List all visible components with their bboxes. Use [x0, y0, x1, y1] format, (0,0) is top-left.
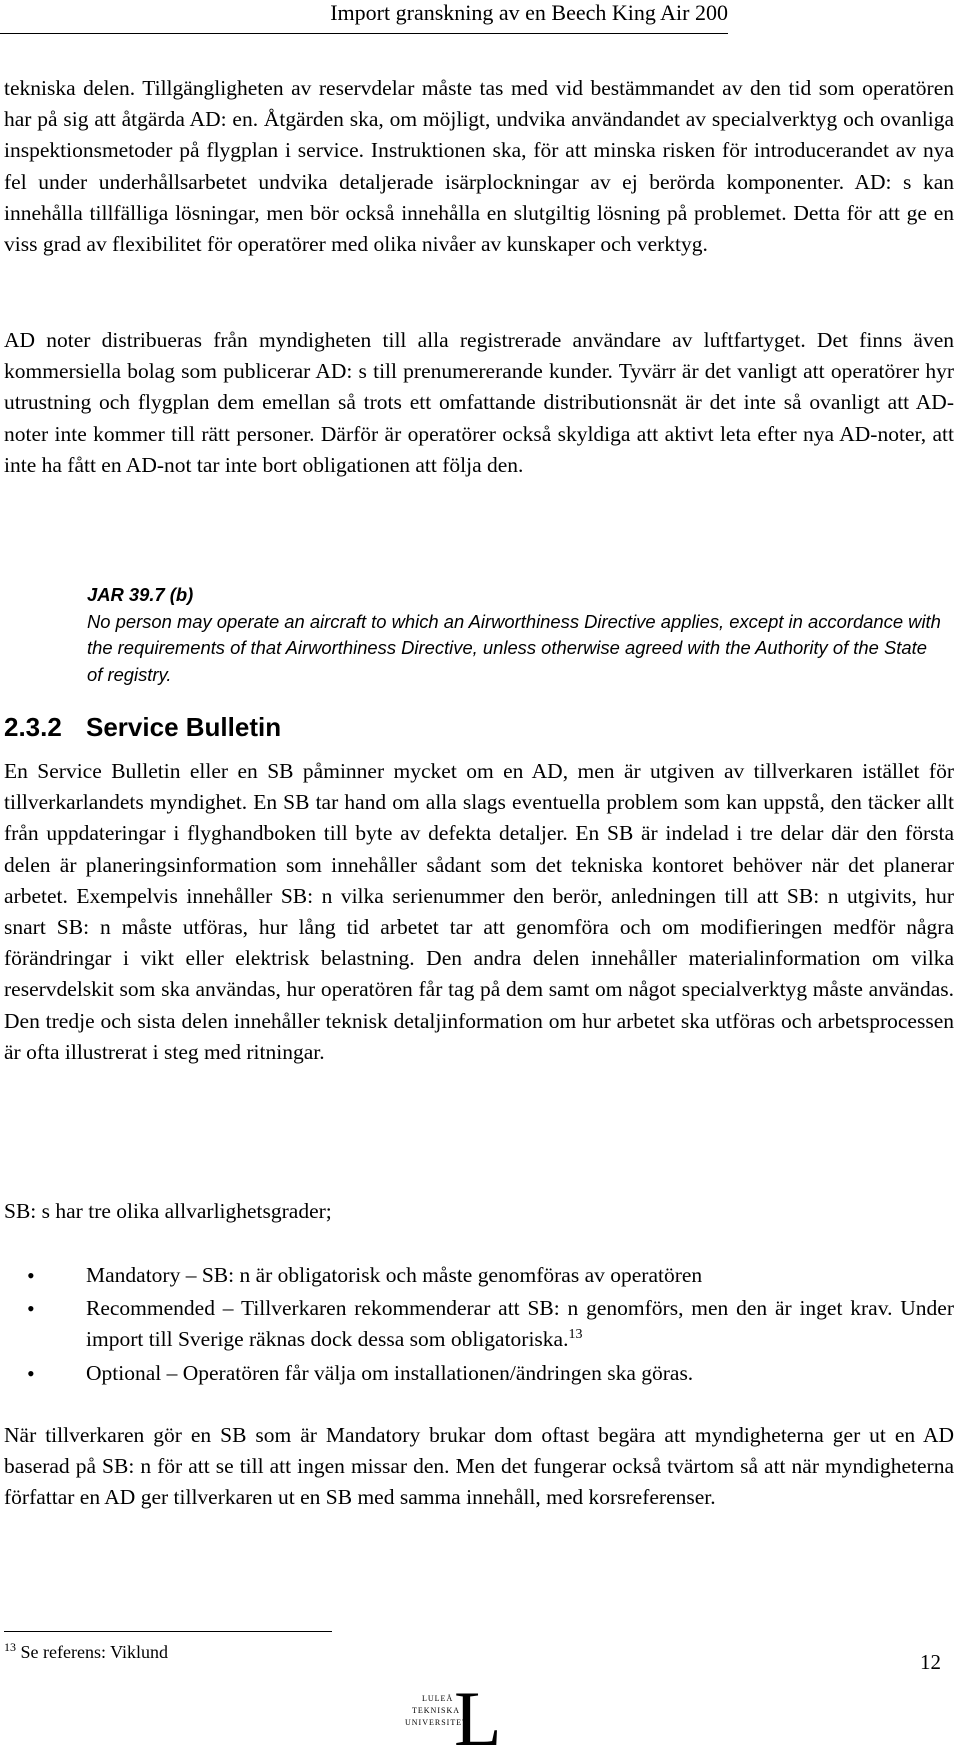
logo-letter: L [454, 1675, 502, 1750]
page-number: 12 [920, 1650, 941, 1674]
paragraph-ad-distribution: AD noter distribueras från myndigheten till alla registrerade användare av luftfartyget. Det finns även kommersiella bolag som publicerar AD: s till prenumererande kunder. Tyvärr är det vanligt att operatörer hyr utrustning och flygplan dem emellan så trots ett omfattande distributionsnät är det inte så ovanligt att AD-noter inte kommer till rätt personer. Därför är operatörer också skyldiga att aktivt leta efter nya AD-noter, att inte ha fått en AD-not tar inte bort obligationen att följa den. [4, 328, 954, 477]
paragraph-service-bulletin: En Service Bulletin eller en SB påminner mycket om en AD, men är utgiven av tillverkaren istället för tillverkarlandets myndighet. En SB tar hand om alla slags eventuella problem som kan uppstå, den täcker allt från uppdateringar i flyghandboken till byte av defekta detaljer. En SB är indelad i tre delar där den första delen är planeringsinformation som innehåller sådant som det tekniska kontoret behöver när det planerar arbetet. Exempelvis innehåller SB: n vilka serienummer den berör, anledningen till att SB: n utgivits, hur snart SB: n måste utföras, hur lång tid arbetet tar att genomföra och om modifieringen medför några förändringar i vikt eller elektrisk belastning. Den andra delen innehåller materialinformation om vilka reservdelskit som ska användas, hur operatören får tag på dem samt om något specialverktyg måste användas. Den tredje och sista delen innehåller teknisk detaljinformation om hur arbetet ska utföras och arbetsprocessen är ofta illustrerat i steg med ritningar. [4, 759, 954, 1064]
regulation-quote [87, 582, 947, 688]
list-item [0, 1293, 954, 1355]
section-heading [4, 712, 281, 742]
footnote [4, 1640, 168, 1664]
footnote-divider [4, 1631, 332, 1632]
footnote-text: Se referens: Viklund [20, 1642, 169, 1662]
paragraph-mandatory-ad: När tillverkaren gör en SB som är Mandatory brukar dom oftast begära att myndigheterna ger ut en AD baserad på SB: n för att se till att ingen missar den. Men det fungerar också tvärtom så att när myndigheterna författar en AD ger tillverkaren ut en SB med samma innehåll, med korsreferenser. [4, 1423, 954, 1510]
list-item-text: Mandatory – SB: n är obligatorisk och måste genomföras av operatören [86, 1263, 703, 1287]
university-logo [400, 1665, 520, 1750]
quote-title: JAR 39.7 (b) [87, 584, 194, 605]
logo-line-3: UNIVERSITET [405, 1718, 468, 1727]
bullet-icon: • [27, 1360, 35, 1386]
header-divider [0, 33, 728, 34]
footnote-reference[interactable]: 13 [568, 1327, 583, 1343]
list-item-text: Recommended – Tillverkaren rekommenderar att SB: n genomförs, men den är inget krav. Under import till Sverige räknas dock dessa som obligatoriska. [86, 1296, 954, 1352]
running-header: Import granskning av en Beech King Air 200 [330, 0, 728, 25]
bullet-icon: • [27, 1263, 35, 1288]
footnote-number: 13 [4, 1640, 16, 1654]
bullet-icon: • [27, 1296, 35, 1322]
section-title: Service Bulletin [86, 712, 282, 742]
logo-line-1: LULEÅ [422, 1694, 454, 1703]
list-item-text: Optional – Operatören får välja om installationen/ändringen ska göras. [86, 1360, 694, 1385]
severity-list [0, 1260, 954, 1391]
paragraph-severity-intro: SB: s har tre olika allvarlighetsgrader; [4, 1199, 332, 1223]
logo-line-2: TEKNISKA [412, 1706, 460, 1715]
paragraph-ad-technical: tekniska delen. Tillgängligheten av reservdelar måste tas med vid bestämmandet av den tid som operatören har på sig att åtgärda AD: en. Åtgärden ska, om möjligt, undvika användandet av specialverktyg och ovanliga inspektionsmetoder på flygplan i service. Instruktionen ska, för att minska risken för introducerandet av nya fel under underhållsarbetet undvika detaljerade isärplockningar av ej berörda komponenter. AD: s kan innehålla tillfälliga lösningar, men bör också innehålla en slutgiltig lösning på problemet. Detta för att ge en viss grad av flexibilitet för operatörer med olika nivåer av kunskaper och verktyg. [4, 76, 954, 257]
list-item [0, 1260, 954, 1291]
list-item [0, 1358, 954, 1389]
quote-text: No person may operate an aircraft to which an Airworthiness Directive applies, except in accordance with the requirements of that Airworthiness Directive, unless otherwise agreed with the Authority of the State of registry. [87, 610, 941, 685]
section-number: 2.3.2 [4, 712, 62, 742]
